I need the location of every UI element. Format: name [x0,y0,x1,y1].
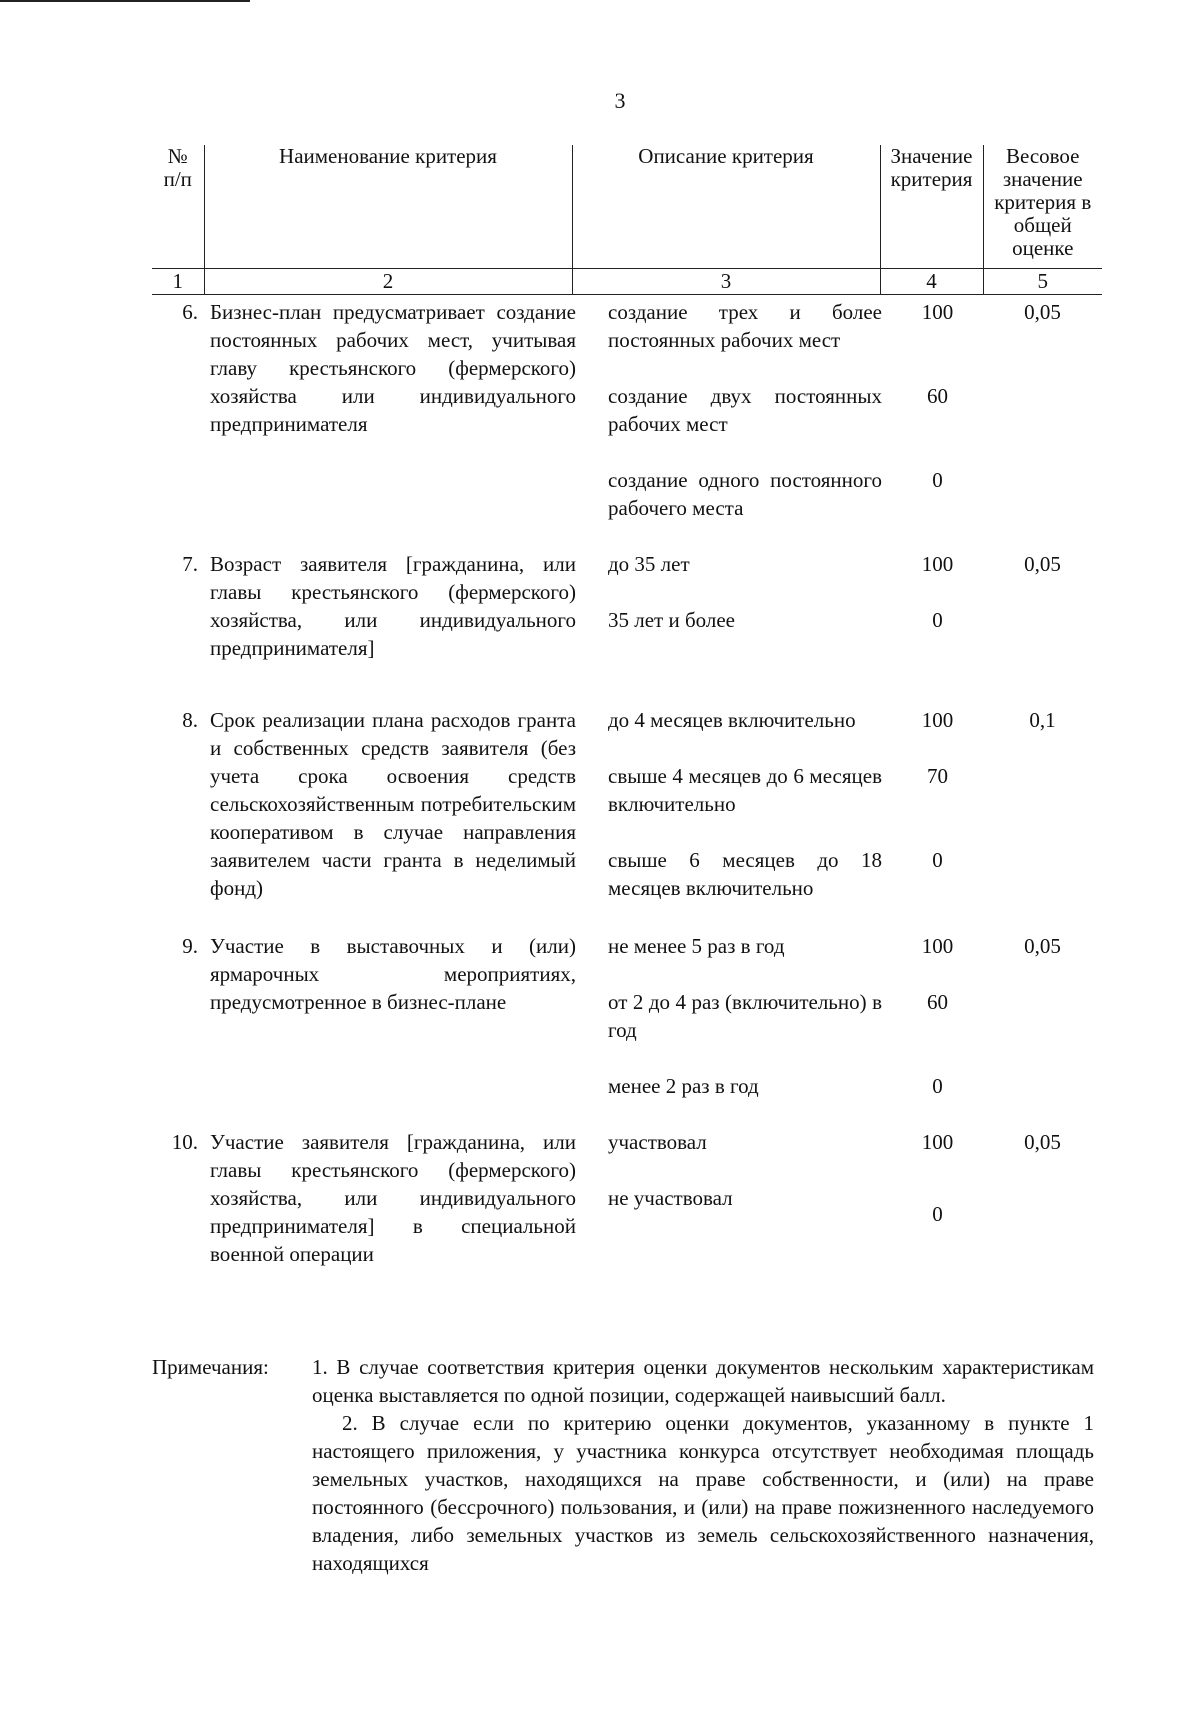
criterion-name: Бизнес-план предусматривает создание постоянных рабочих мест, учитывая главу крестьянского (фермерского) хозяйства или индивидуального предпринимателя [210,300,576,436]
criterion-option: участвовал [608,1130,707,1154]
notes-body [312,1353,1094,1577]
row-number: 10. [171,1130,198,1154]
criterion-value: 60 [927,990,948,1014]
criterion-option: до 35 лет [608,552,690,576]
table-row [152,298,1102,522]
col-number-4: 4 [880,269,983,295]
row-number: 7. [182,552,198,576]
criterion-option: до 4 месяцев включительно [608,708,856,732]
row-number: 6. [182,300,198,324]
criteria-table-header [152,145,1102,295]
header-value: Значение критерия [880,145,983,269]
row-number: 8. [182,708,198,732]
col-number-5: 5 [983,269,1102,295]
notes-label: Примечания: [152,1355,269,1379]
criterion-option: создание одного постоянного рабочего места [608,468,882,520]
criterion-value: 0 [932,608,943,632]
criterion-option: создание двух постоянных рабочих мест [608,384,882,436]
table-row [152,1128,1102,1268]
criterion-value: 0 [932,1074,943,1098]
criterion-value: 0 [932,1202,943,1226]
col-number-2: 2 [204,269,572,295]
note-item: 2. В случае если по критерию оценки документов, указанному в пункте 1 настоящего приложения, у участника конкурса отсутствует необходимая площадь земельных участков, находящихся на праве собственности, и (или) на праве постоянного (бессрочного) пользования, и (или) на праве пожизненного наследуемого владения, либо земельных участков из земель сельскохозяйственного назначения, находящихся [312,1411,1094,1575]
criteria-table-body [152,298,1102,1268]
scan-edge-line [0,0,250,2]
criterion-value: 100 [921,552,954,576]
criterion-value: 0 [932,848,943,872]
page-number: 3 [614,88,626,113]
criterion-option: свыше 4 месяцев до 6 месяцев включительно [608,764,882,816]
criterion-weight: 0,05 [1024,934,1061,958]
criterion-option: свыше 6 месяцев до 18 месяцев включительно [608,848,882,900]
criterion-name: Возраст заявителя [гражданина, или главы крестьянского (фермерского) хозяйства, или индивидуального предпринимателя] [210,552,576,660]
criterion-value: 70 [927,764,948,788]
table-row [152,932,1102,1100]
criterion-value: 100 [921,300,954,324]
row-number: 9. [182,934,198,958]
criterion-weight: 0,05 [1024,300,1061,324]
criterion-option: создание трех и более постоянных рабочих мест [608,300,882,352]
table-row [152,550,1102,662]
criterion-option: 35 лет и более [608,608,735,632]
header-weight: Весовое значение критерия в общей оценке [983,145,1102,269]
criterion-value: 100 [921,1130,954,1154]
criterion-value: 100 [921,708,954,732]
header-name: Наименование критерия [204,145,572,269]
col-number-1: 1 [152,269,204,295]
criterion-name: Участие заявителя [гражданина, или главы крестьянского (фермерского) хозяйства, или индивидуального предпринимателя] в специальной военной операции [210,1130,576,1266]
criterion-option: не участвовал [608,1186,733,1210]
criterion-option: менее 2 раз в год [608,1074,759,1098]
criterion-name: Срок реализации плана расходов гранта и собственных средств заявителя (без учета срока освоения средств сельскохозяйственным потребительским кооперативом в случае направления заявителем части гранта в неделимый фонд) [210,708,576,900]
table-row [152,706,1102,902]
note-item: 1. В случае соответствия критерия оценки документов нескольким характеристикам оценка выставляется по одной позиции, содержащей наивысший балл. [312,1355,1094,1407]
header-desc: Описание критерия [572,145,880,269]
criterion-name: Участие в выставочных и (или) ярмарочных мероприятиях, предусмотренное в бизнес-плане [210,934,576,1014]
criterion-option: от 2 до 4 раз (включительно) в год [608,990,882,1042]
col-number-3: 3 [572,269,880,295]
criterion-value: 0 [932,468,943,492]
criterion-value: 60 [927,384,948,408]
criterion-value: 100 [921,934,954,958]
criterion-option: не менее 5 раз в год [608,934,785,958]
criterion-weight: 0,05 [1024,1130,1061,1154]
header-num: № п/п [163,144,192,191]
criterion-weight: 0,1 [1029,708,1056,732]
criterion-weight: 0,05 [1024,552,1061,576]
